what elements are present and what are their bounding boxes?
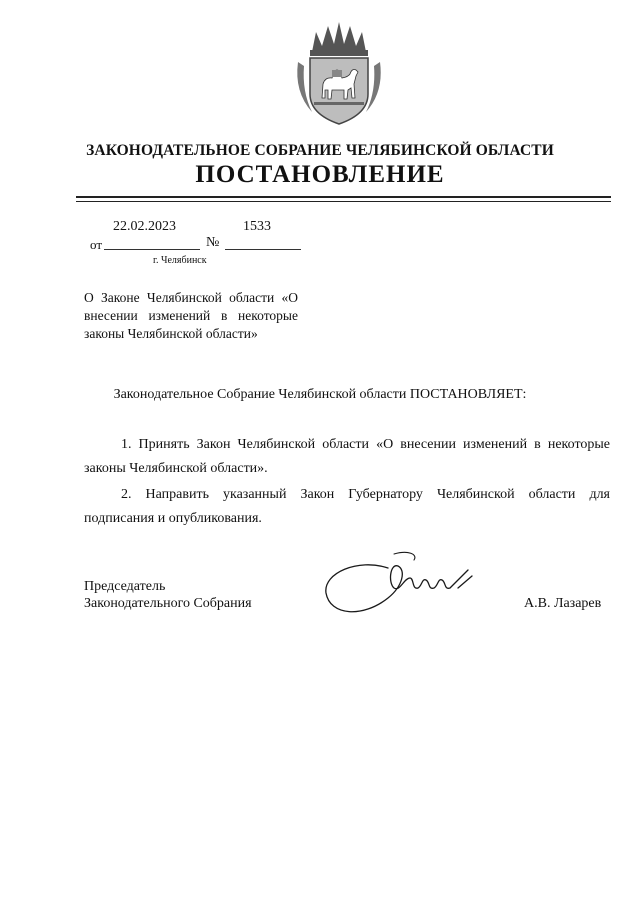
resolution-item-1: 1. Принять Закон Челябинской области «О внесении изменений в некоторые законы Челябинской области». xyxy=(84,437,610,476)
number-underline xyxy=(225,249,301,250)
document-city: г. Челябинск xyxy=(153,255,207,266)
header-divider-thin xyxy=(76,201,611,202)
signer-title xyxy=(84,578,252,612)
signer-title-line2: Законодательного Собрания xyxy=(84,596,252,611)
document-type-title: ПОСТАНОВЛЕНИЕ xyxy=(195,161,445,188)
coat-of-arms-icon xyxy=(292,22,386,128)
handwritten-signature xyxy=(318,548,488,628)
preamble: Законодательное Собрание Челябинской области ПОСТАНОВЛЯЕТ: xyxy=(113,387,527,402)
resolution-item-2: 2. Направить указанный Закон Губернатору Челябинской области для подписания и опубликования. xyxy=(84,487,610,526)
document-number: 1533 xyxy=(243,219,271,234)
signer-name: А.В. Лазарев xyxy=(524,596,602,611)
date-underline xyxy=(104,249,200,250)
signer-title-line1: Председатель xyxy=(84,579,166,594)
document-subject: О Законе Челябинской области «О внесении изменений в некоторые законы Челябинской области» xyxy=(84,290,298,341)
document-date: 22.02.2023 xyxy=(113,219,176,234)
date-label: от xyxy=(90,237,103,252)
number-label: № xyxy=(206,235,220,250)
header-divider-thick xyxy=(76,196,611,198)
organization-title: ЗАКОНОДАТЕЛЬНОЕ СОБРАНИЕ ЧЕЛЯБИНСКОЙ ОБЛАСТИ xyxy=(86,142,554,159)
